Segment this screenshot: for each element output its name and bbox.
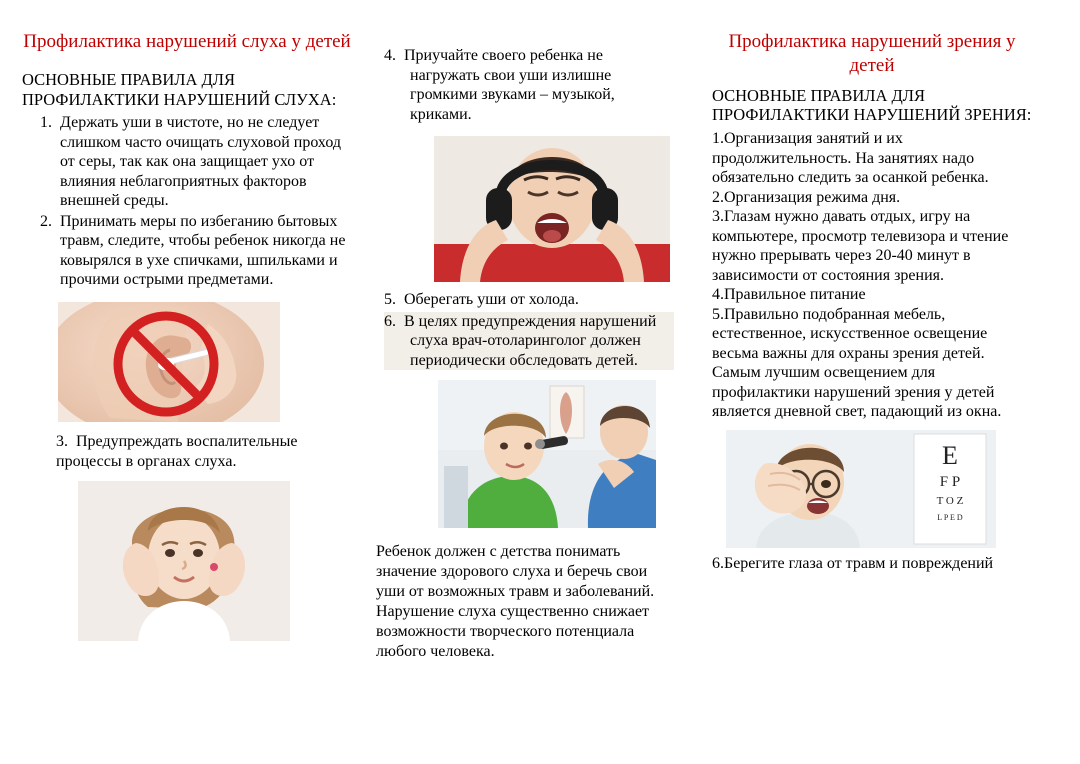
hearing-rule-4 — [384, 46, 674, 124]
eye-chart-line-1: E — [942, 440, 958, 470]
boy-screaming-headphones-photo — [434, 136, 670, 282]
eye-chart-line-4: L P E D — [937, 512, 963, 522]
list-item: 2. Принимать меры по избеганию бытовых травм, следите, чтобы ребенок никогда не ковырялся в ухе спичками, шпильками и прочими острыми предметами. — [56, 212, 352, 290]
right-subtitle: ОСНОВНЫЕ ПРАВИЛА ДЛЯ ПРОФИЛАКТИКИ НАРУШЕНИЙ ЗРЕНИЯ: — [712, 85, 1032, 125]
right-title: Профилактика нарушений зрения у детей — [728, 31, 1016, 76]
hearing-rule-5-text: Оберегать уши от холода. — [404, 291, 579, 309]
girl-covering-ears-photo — [78, 481, 290, 641]
eye-chart-line-3: T O Z — [936, 494, 964, 507]
left-title: Профилактика нарушений слуха у детей — [23, 31, 351, 52]
eye-chart-line-2: F P — [939, 473, 961, 490]
hearing-rule-6-number: 6. — [384, 312, 404, 330]
right-column — [712, 0, 1032, 764]
doctor-examining-child-ear-photo — [438, 380, 656, 528]
vision-item-4: 4.Правильное питание — [712, 286, 866, 304]
list-item: 1. Держать уши в чистоте, но не следует слишком часто очищать слуховой проход от серы, так как она защищает ухо от влияния неблагоприятных факторов внешней среды. — [56, 113, 352, 211]
closing-paragraph: Ребенок должен с детства понимать значение здорового слуха и беречь свои уши от возможных травм и заболеваний. Нарушение слуха существенно снижает возможности творческого потенциала любого человека. — [376, 543, 655, 661]
hearing-rule-6-text: В целях предупреждения нарушений слуха врач-отоларинголог должен периодически обследовать детей. — [404, 312, 657, 369]
vision-item-6: 6.Берегите глаза от травм и повреждений — [712, 554, 994, 572]
hearing-rule-5 — [384, 290, 674, 310]
hearing-rule-4-text: Приучайте своего ребенка не нагружать свои уши излишне громкими звуками – музыкой, криками. — [404, 47, 615, 123]
hearing-rule-6 — [384, 312, 674, 371]
vision-item-2: 2.Организация режима дня. — [712, 188, 901, 206]
hearing-rule-3-number: 3. — [56, 432, 76, 450]
vision-item-5: 5.Правильно подобранная мебель, естественное, искусственное освещение весьма важны для охраны зрения детей. Самым лучшим освещением для профилактики нарушений зрения у детей является дневной свет, падающий из окна. — [712, 305, 1002, 421]
middle-column — [374, 0, 674, 764]
hearing-rules-list — [22, 113, 352, 290]
hearing-rule-4-number: 4. — [384, 47, 404, 64]
left-column — [22, 0, 352, 764]
left-subtitle: ОСНОВНЫЕ ПРАВИЛА ДЛЯ ПРОФИЛАКТИКИ НАРУШЕНИЙ СЛУХА: — [22, 69, 337, 109]
boy-covering-eye-eyechart-photo — [726, 430, 996, 548]
no-cotton-swab-in-ear-photo — [58, 302, 280, 422]
vision-item-1: 1.Организация занятий и их продолжительность. На занятиях надо обязательно следить за осанкой ребенка. — [712, 130, 989, 187]
hearing-rule-5-number: 5. — [384, 291, 404, 309]
hearing-rule-3 — [56, 432, 352, 471]
hearing-rule-3-text: Предупреждать воспалительные процессы в органах слуха. — [56, 432, 298, 470]
vision-item-3: 3.Глазам нужно давать отдых, игру на компьютере, просмотр телевизора и чтение нужно прерывать через 20-40 минут в зависимости от состояния зрения. — [712, 208, 1009, 284]
